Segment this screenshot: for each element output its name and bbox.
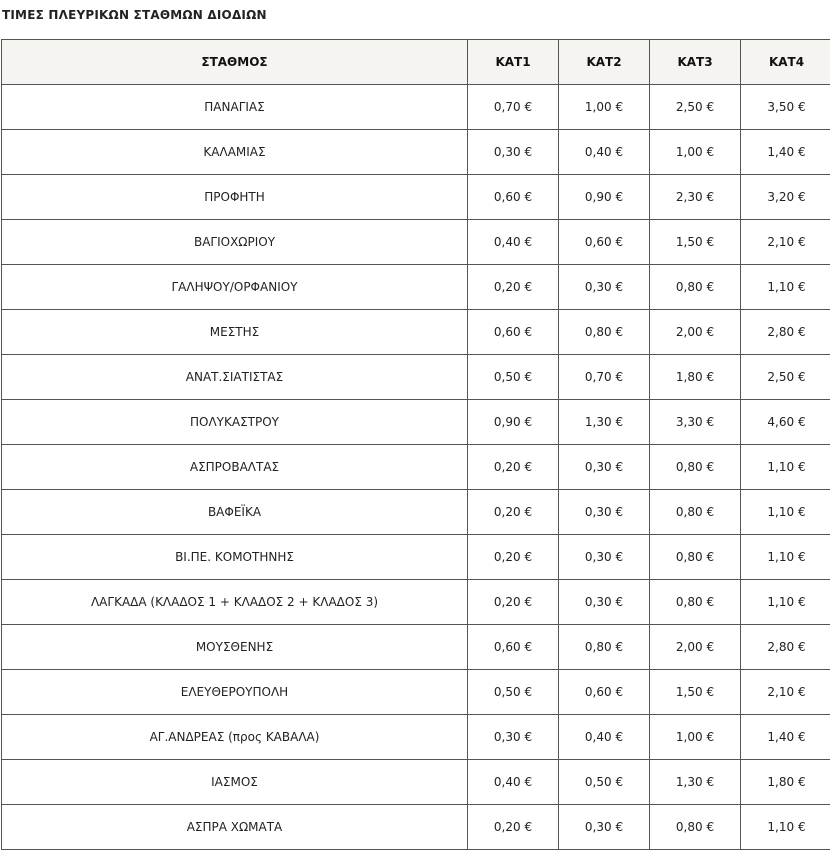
table-row (2, 400, 830, 445)
table-row (2, 85, 830, 130)
station-name-cell: ΒΙ.ΠΕ. ΚΟΜΟΤΗΝΗΣ (2, 535, 468, 580)
header-cat4: ΚΑΤ4 (741, 40, 830, 85)
station-name-cell: ΜΟΥΣΘΕΝΗΣ (2, 625, 468, 670)
price-cell-cat2: 0,80 € (559, 310, 650, 355)
price-cell-cat1: 0,60 € (468, 175, 559, 220)
price-cell-cat2: 0,80 € (559, 625, 650, 670)
price-cell-cat2: 1,00 € (559, 85, 650, 130)
price-cell-cat1: 0,40 € (468, 220, 559, 265)
table-row (2, 535, 830, 580)
price-cell-cat3: 1,80 € (650, 355, 741, 400)
price-cell-cat1: 0,30 € (468, 130, 559, 175)
table-row (2, 130, 830, 175)
station-name-cell: ΑΣΠΡΟΒΑΛΤΑΣ (2, 445, 468, 490)
table-row (2, 310, 830, 355)
price-cell-cat1: 0,50 € (468, 670, 559, 715)
price-cell-cat4: 1,40 € (741, 130, 830, 175)
price-cell-cat3: 0,80 € (650, 535, 741, 580)
price-cell-cat1: 0,50 € (468, 355, 559, 400)
table-row (2, 715, 830, 760)
price-cell-cat3: 0,80 € (650, 580, 741, 625)
station-name-cell: ΠΟΛΥΚΑΣΤΡΟΥ (2, 400, 468, 445)
station-name-cell: ΛΑΓΚΑΔΑ (ΚΛΑΔΟΣ 1 + ΚΛΑΔΟΣ 2 + ΚΛΑΔΟΣ 3) (2, 580, 468, 625)
price-cell-cat1: 0,40 € (468, 760, 559, 805)
price-cell-cat3: 1,30 € (650, 760, 741, 805)
price-cell-cat4: 1,10 € (741, 580, 830, 625)
price-cell-cat4: 2,80 € (741, 310, 830, 355)
price-cell-cat2: 0,90 € (559, 175, 650, 220)
price-cell-cat1: 0,20 € (468, 805, 559, 850)
price-cell-cat4: 1,10 € (741, 265, 830, 310)
price-cell-cat1: 0,60 € (468, 625, 559, 670)
table-body (2, 85, 830, 850)
header-station: ΣΤΑΘΜΟΣ (2, 40, 468, 85)
station-name-cell: ΜΕΣΤΗΣ (2, 310, 468, 355)
price-cell-cat3: 2,50 € (650, 85, 741, 130)
price-cell-cat2: 1,30 € (559, 400, 650, 445)
price-cell-cat2: 0,60 € (559, 220, 650, 265)
price-cell-cat2: 0,30 € (559, 490, 650, 535)
table-row (2, 625, 830, 670)
price-cell-cat2: 0,30 € (559, 805, 650, 850)
price-cell-cat4: 3,20 € (741, 175, 830, 220)
table-row (2, 355, 830, 400)
price-cell-cat4: 1,10 € (741, 535, 830, 580)
table-row (2, 220, 830, 265)
table-row (2, 760, 830, 805)
station-name-cell: ΒΑΓΙΟΧΩΡΙΟΥ (2, 220, 468, 265)
price-cell-cat2: 0,60 € (559, 670, 650, 715)
price-cell-cat3: 0,80 € (650, 445, 741, 490)
station-name-cell: ΙΑΣΜΟΣ (2, 760, 468, 805)
price-cell-cat3: 0,80 € (650, 265, 741, 310)
page-title: ΤΙΜΕΣ ΠΛΕΥΡΙΚΩΝ ΣΤΑΘΜΩΝ ΔΙΟΔΙΩΝ (2, 8, 267, 22)
price-cell-cat3: 1,00 € (650, 130, 741, 175)
station-name-cell: ΑΓ.ΑΝΔΡΕΑΣ (προς ΚΑΒΑΛΑ) (2, 715, 468, 760)
price-cell-cat3: 1,50 € (650, 220, 741, 265)
price-cell-cat4: 2,50 € (741, 355, 830, 400)
price-cell-cat3: 0,80 € (650, 490, 741, 535)
price-cell-cat4: 1,10 € (741, 445, 830, 490)
price-cell-cat2: 0,50 € (559, 760, 650, 805)
station-name-cell: ΠΡΟΦΗΤΗ (2, 175, 468, 220)
price-cell-cat1: 0,90 € (468, 400, 559, 445)
price-cell-cat3: 2,00 € (650, 310, 741, 355)
price-cell-cat3: 2,00 € (650, 625, 741, 670)
station-name-cell: ΒΑΦΕΪΚΑ (2, 490, 468, 535)
price-cell-cat4: 3,50 € (741, 85, 830, 130)
price-cell-cat1: 0,20 € (468, 490, 559, 535)
header-cat3: ΚΑΤ3 (650, 40, 741, 85)
price-cell-cat2: 0,40 € (559, 715, 650, 760)
price-cell-cat3: 2,30 € (650, 175, 741, 220)
table-row (2, 445, 830, 490)
price-cell-cat2: 0,30 € (559, 535, 650, 580)
price-cell-cat4: 2,80 € (741, 625, 830, 670)
price-cell-cat1: 0,20 € (468, 265, 559, 310)
station-name-cell: ΑΣΠΡΑ ΧΩΜΑΤΑ (2, 805, 468, 850)
table-row (2, 580, 830, 625)
price-cell-cat1: 0,20 € (468, 445, 559, 490)
table-row (2, 805, 830, 850)
price-cell-cat3: 1,00 € (650, 715, 741, 760)
price-cell-cat1: 0,20 € (468, 535, 559, 580)
price-cell-cat2: 0,40 € (559, 130, 650, 175)
price-cell-cat1: 0,60 € (468, 310, 559, 355)
price-cell-cat1: 0,30 € (468, 715, 559, 760)
price-cell-cat4: 2,10 € (741, 670, 830, 715)
table-row (2, 265, 830, 310)
station-name-cell: ΕΛΕΥΘΕΡΟΥΠΟΛΗ (2, 670, 468, 715)
station-name-cell: ΚΑΛΑΜΙΑΣ (2, 130, 468, 175)
station-name-cell: ΓΑΛΗΨΟΥ/ΟΡΦΑΝΙΟΥ (2, 265, 468, 310)
price-cell-cat2: 0,30 € (559, 580, 650, 625)
price-cell-cat2: 0,30 € (559, 445, 650, 490)
price-cell-cat3: 3,30 € (650, 400, 741, 445)
table-row (2, 175, 830, 220)
price-cell-cat2: 0,30 € (559, 265, 650, 310)
price-cell-cat4: 1,10 € (741, 490, 830, 535)
station-name-cell: ΑΝΑΤ.ΣΙΑΤΙΣΤΑΣ (2, 355, 468, 400)
price-cell-cat3: 1,50 € (650, 670, 741, 715)
price-cell-cat4: 1,80 € (741, 760, 830, 805)
table-header-row (2, 40, 830, 85)
station-name-cell: ΠΑΝΑΓΙΑΣ (2, 85, 468, 130)
price-cell-cat1: 0,70 € (468, 85, 559, 130)
header-cat1: ΚΑΤ1 (468, 40, 559, 85)
table-row (2, 490, 830, 535)
price-cell-cat1: 0,20 € (468, 580, 559, 625)
price-cell-cat2: 0,70 € (559, 355, 650, 400)
header-cat2: ΚΑΤ2 (559, 40, 650, 85)
price-cell-cat4: 4,60 € (741, 400, 830, 445)
price-cell-cat4: 1,10 € (741, 805, 830, 850)
price-cell-cat4: 2,10 € (741, 220, 830, 265)
toll-prices-table (1, 39, 830, 850)
price-cell-cat3: 0,80 € (650, 805, 741, 850)
table-row (2, 670, 830, 715)
price-cell-cat4: 1,40 € (741, 715, 830, 760)
